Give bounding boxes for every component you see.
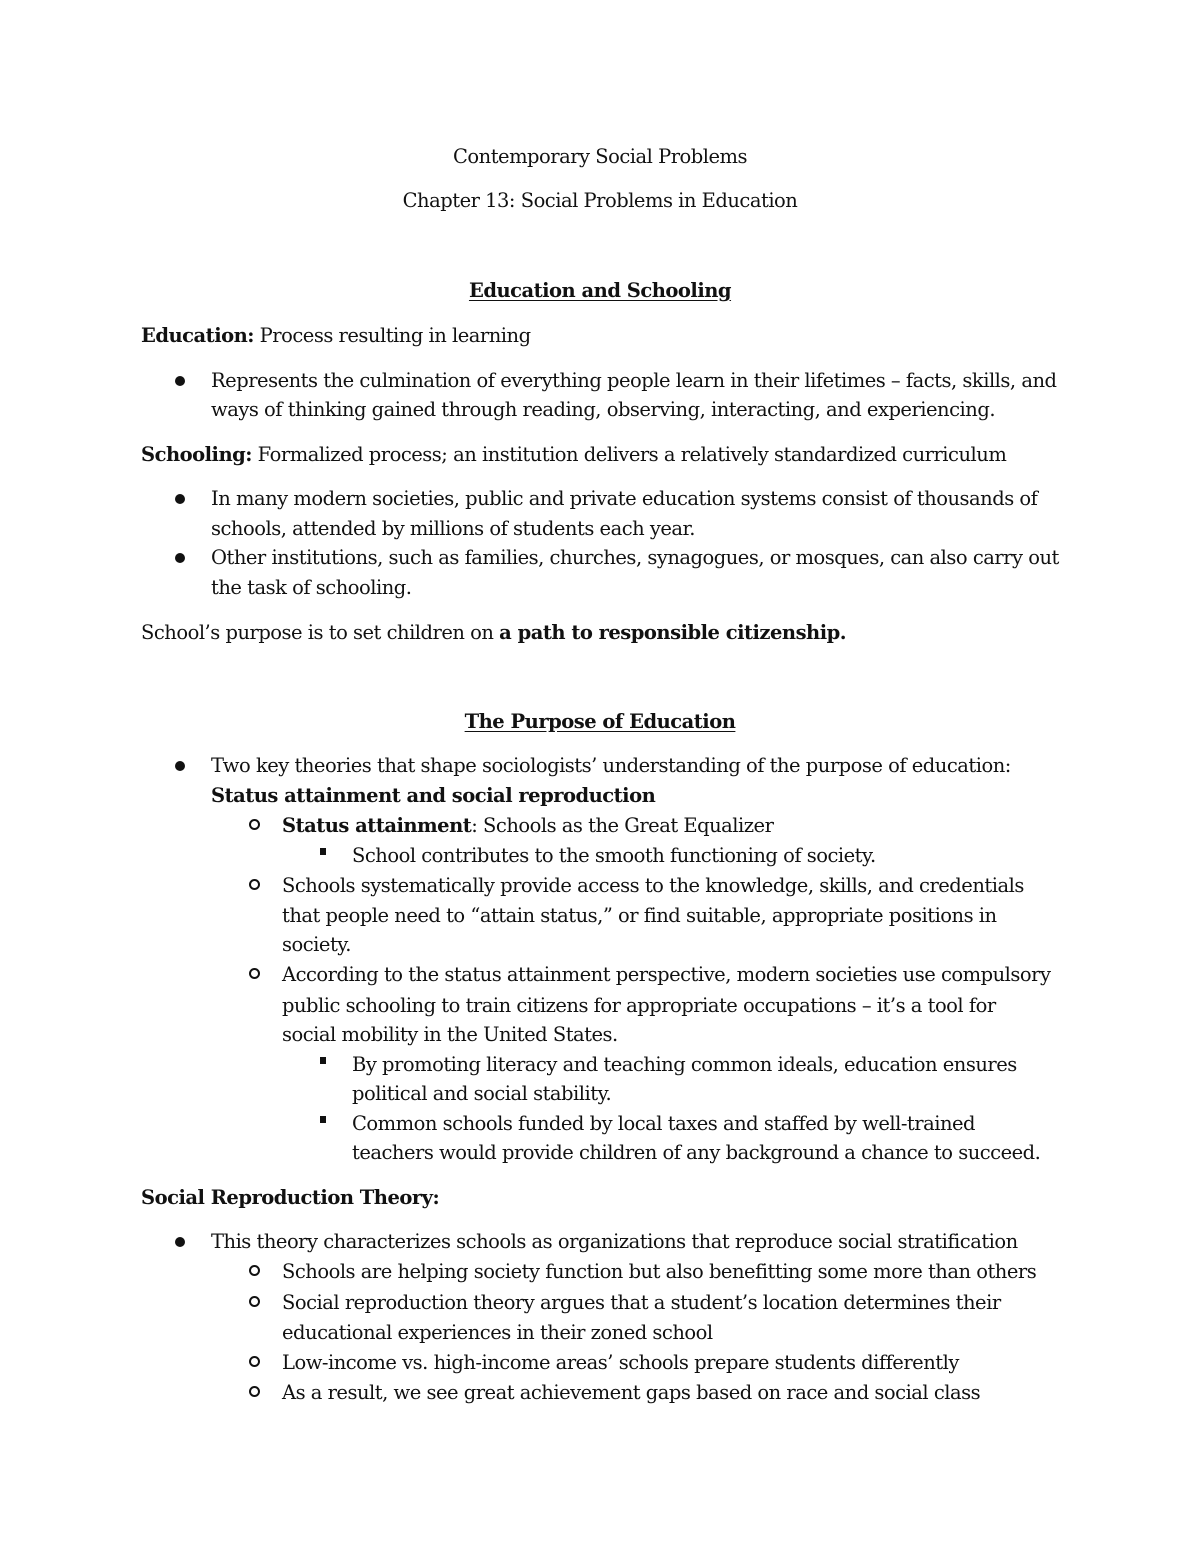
bullet-icon [175, 1237, 185, 1247]
status-item-3-line1: According to the status attainment perspective, modern societies use compulsory [282, 963, 1051, 986]
purpose-bullet-line1: Two key theories that shape sociologists’ understanding of the purpose of education: [211, 754, 1011, 777]
circle-bullet-icon [249, 968, 260, 979]
education-bullet-line1: Represents the culmination of everything people learn in their lifetimes – facts, skills, and [211, 369, 1057, 392]
bullet-icon [175, 376, 185, 386]
reproduction-item-4: As a result, we see great achievement gaps based on race and social class [282, 1381, 981, 1404]
status-sub-item-3-line2: teachers would provide children of any background a chance to succeed. [352, 1141, 1041, 1164]
school-purpose-statement: School’s purpose is to set children on a path to responsible citizenship. [141, 621, 847, 644]
document-title: Contemporary Social Problems [452, 145, 748, 168]
schooling-bullet-1-line2: schools, attended by millions of students each year. [211, 517, 695, 540]
status-item-2-line1: Schools systematically provide access to the knowledge, skills, and credentials [282, 874, 1024, 897]
bullet-icon [175, 553, 185, 563]
schooling-term: Schooling: [141, 443, 252, 466]
status-item-3-line3: social mobility in the United States. [282, 1023, 618, 1046]
square-bullet-icon [320, 1116, 326, 1123]
status-item-2-line2: that people need to “attain status,” or find suitable, appropriate positions in [282, 904, 997, 927]
reproduction-item-2-line1: Social reproduction theory argues that a student’s location determines their [282, 1291, 1001, 1314]
section-heading-education-schooling: Education and Schooling [468, 279, 732, 302]
schooling-definition: Schooling: Formalized process; an institution delivers a relatively standardized curriculum [141, 443, 1007, 466]
status-item-3-line2: public schooling to train citizens for appropriate occupations – it’s a tool for [282, 994, 996, 1017]
chapter-title: Chapter 13: Social Problems in Education [402, 189, 798, 212]
reproduction-bullet: This theory characterizes schools as organizations that reproduce social stratification [211, 1230, 1018, 1253]
education-term: Education: [141, 324, 254, 347]
bullet-icon [175, 761, 185, 771]
bullet-icon [175, 494, 185, 504]
status-attainment-item: Status attainment: Schools as the Great Equalizer [282, 814, 774, 837]
circle-bullet-icon [249, 1296, 260, 1307]
status-sub-item-3-line1: Common schools funded by local taxes and staffed by well-trained [352, 1112, 976, 1135]
reproduction-item-1: Schools are helping society function but also benefitting some more than others [282, 1260, 1037, 1283]
circle-bullet-icon [249, 1265, 260, 1276]
status-sub-item-2-line1: By promoting literacy and teaching common ideals, education ensures [352, 1053, 1017, 1076]
reproduction-item-3: Low-income vs. high-income areas’ schools prepare students differently [282, 1351, 959, 1374]
section-heading-purpose-education: The Purpose of Education [464, 710, 736, 733]
square-bullet-icon [320, 1057, 326, 1064]
status-item-2-line3: society. [282, 933, 351, 956]
education-bullet-line2: ways of thinking gained through reading, observing, interacting, and experiencing. [211, 398, 996, 421]
circle-bullet-icon [249, 819, 260, 830]
circle-bullet-icon [249, 1386, 260, 1397]
purpose-bullet-line2: Status attainment and social reproduction [211, 784, 656, 807]
schooling-bullet-2-line1: Other institutions, such as families, churches, synagogues, or mosques, can also carry out [211, 546, 1059, 569]
square-bullet-icon [320, 848, 326, 855]
schooling-bullet-2-line2: the task of schooling. [211, 576, 412, 599]
status-sub-item-1: School contributes to the smooth functioning of society. [352, 844, 876, 867]
status-sub-item-2-line2: political and social stability. [352, 1082, 612, 1105]
schooling-bullet-1-line1: In many modern societies, public and private education systems consist of thousands of [211, 487, 1038, 510]
education-definition: Education: Process resulting in learning [141, 324, 531, 347]
circle-bullet-icon [249, 1356, 260, 1367]
circle-bullet-icon [249, 879, 260, 890]
reproduction-item-2-line2: educational experiences in their zoned school [282, 1321, 713, 1344]
social-reproduction-heading: Social Reproduction Theory: [141, 1186, 440, 1209]
